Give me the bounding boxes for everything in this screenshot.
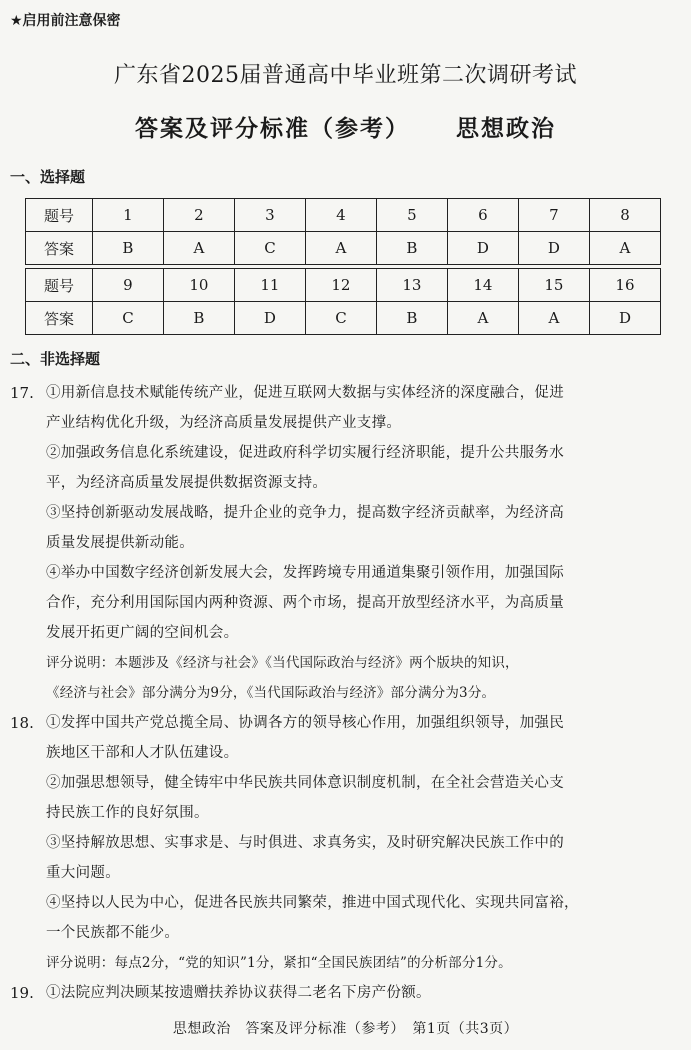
table-cell: 16 [589,269,660,302]
table-cell: 13 [376,269,447,302]
table-cell: 1 [92,199,163,232]
answer-18 [46,708,579,978]
table-cell: B [376,232,447,265]
answer-line: ②加强思想领导，健全铸牢中华民族共同体意识制度机制，在全社会营造关心支 [46,775,564,791]
table-cell: 14 [447,269,518,302]
table-cell: A [447,302,518,335]
scoring-note: 《经济与社会》部分满分为9分，《当代国际政治与经济》部分满分为3分。 [46,685,496,701]
answer-line: ③坚持创新驱动发展战略，提升企业的竞争力，提高数字经济贡献率，为经济高 [46,505,564,521]
table-cell: 10 [163,269,234,302]
table-cell: C [305,302,376,335]
table-cell: B [163,302,234,335]
table-cell: C [234,232,305,265]
row-label: 答案 [26,302,93,335]
page-footer: 思想政治 答案及评分标准（参考） 第1页（共3页） [172,1021,519,1037]
table-cell: 11 [234,269,305,302]
table-cell: C [92,302,163,335]
answer-line: ②加强政务信息化系统建设，促进政府科学切实履行经济职能，提升公共服务水 [46,445,564,461]
answer-line: ①用新信息技术赋能传统产业，促进互联网大数据与实体经济的深度融合，促进 [46,385,564,401]
answer-line: 平，为经济高质量发展提供数据资源支持。 [46,475,328,491]
table-cell: 4 [305,199,376,232]
table-row-question-numbers [26,199,661,232]
answer-line: 产业结构优化升级，为经济高质量发展提供产业支撑。 [46,415,402,431]
answer-key-label: 答案及评分标准（参考） [135,116,410,142]
answer-line: 一个民族都不能少。 [46,925,180,941]
confidential-mark: ★启用前注意保密 [10,13,121,29]
table-cell: B [376,302,447,335]
row-label: 答案 [26,232,93,265]
table-cell: 2 [163,199,234,232]
question-number: 17. [10,384,34,402]
answer-line: ①法院应判决顾某按遗赠扶养协议获得二老名下房产份额。 [46,985,431,1001]
answer-line: 质量发展提供新动能。 [46,535,194,551]
table-cell: A [305,232,376,265]
table-cell: B [92,232,163,265]
table-cell: D [518,232,589,265]
answer-line: ③坚持解放思想、实事求是、与时俱进、求真务实，及时研究解决民族工作中的 [46,835,564,851]
table-cell: D [234,302,305,335]
table-row-answers [26,232,661,265]
answer-line: ①发挥中国共产党总揽全局、协调各方的领导核心作用，加强组织领导，加强民 [46,715,564,731]
exam-title: 广东省2025届普通高中毕业班第二次调研考试 [114,63,577,88]
scoring-note: 评分说明：每点2分，“党的知识”1分，紧扣“全国民族团结”的分析部分1分。 [46,955,512,971]
answer-line: ④举办中国数字经济创新发展大会，发挥跨境专用通道集聚引领作用，加强国际 [46,565,564,581]
section-choice-heading: 一、选择题 [10,168,86,186]
answer-line: 族地区干部和人才队伍建设。 [46,745,239,761]
table-cell: D [589,302,660,335]
table-cell: 5 [376,199,447,232]
table-cell: 8 [589,199,660,232]
answer-17 [46,378,564,708]
table-cell: 9 [92,269,163,302]
answer-table-1 [25,198,661,265]
question-number: 19. [10,984,34,1002]
table-cell: 3 [234,199,305,232]
table-cell: 6 [447,199,518,232]
scoring-note: 评分说明：本题涉及《经济与社会》《当代国际政治与经济》两个版块的知识， [46,655,519,671]
answer-19 [46,978,431,1008]
table-row-question-numbers [26,269,661,302]
answer-line: 重大问题。 [46,865,120,881]
table-cell: 7 [518,199,589,232]
row-label: 题号 [26,199,93,232]
answer-line: ④坚持以人民为中心，促进各民族共同繁荣，推进中国式现代化、实现共同富裕， [46,895,579,911]
table-cell: 15 [518,269,589,302]
table-cell: A [589,232,660,265]
answer-line: 持民族工作的良好氛围。 [46,805,209,821]
subject-label: 思想政治 [456,116,556,142]
answer-line: 发展开拓更广阔的空间机会。 [46,625,239,641]
answer-line: 合作，充分利用国际国内两种资源、两个市场，提高开放型经济水平，为高质量 [46,595,564,611]
answer-table-2 [25,268,661,335]
table-cell: A [163,232,234,265]
answer-key-title [0,110,691,143]
row-label: 题号 [26,269,93,302]
table-row-answers [26,302,661,335]
table-cell: D [447,232,518,265]
question-number: 18. [10,714,34,732]
table-cell: 12 [305,269,376,302]
section-nonchoice-heading: 二、非选择题 [10,350,101,368]
table-cell: A [518,302,589,335]
